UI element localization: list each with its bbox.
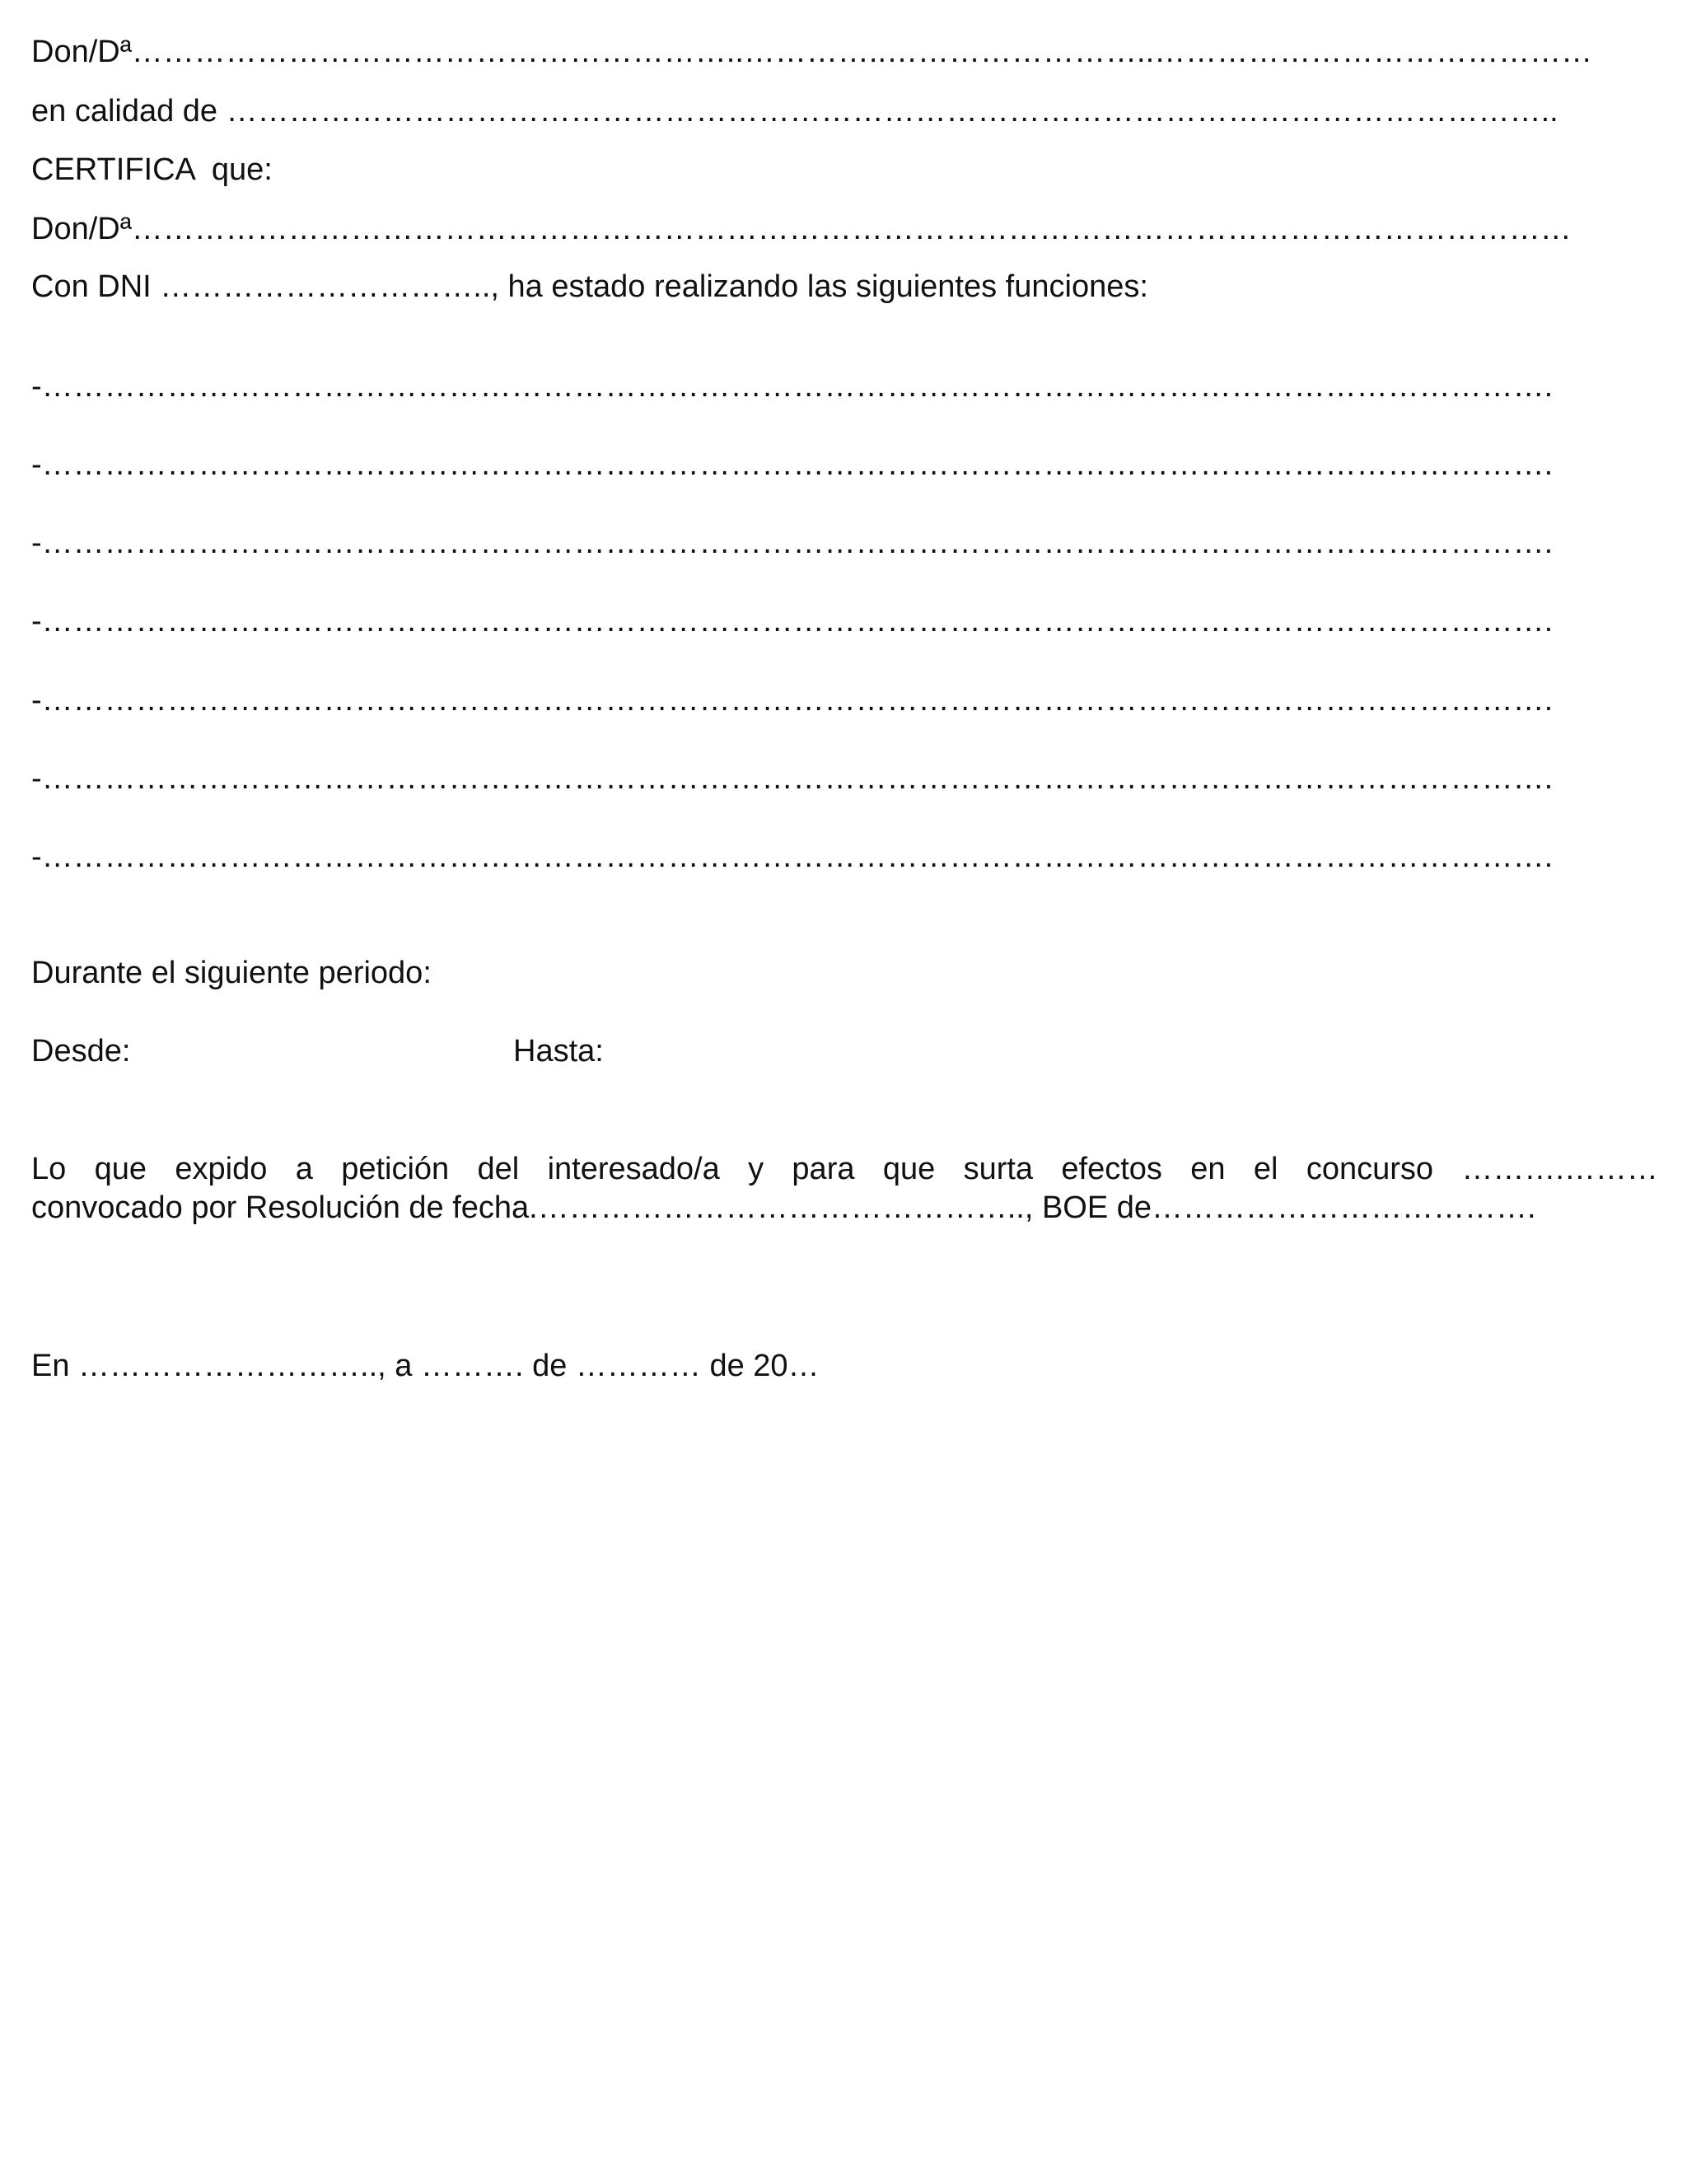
- expido-line-2: convocado por Resolución de fecha.……………………………………….., BOE de……………………………….: [31, 1190, 1536, 1225]
- function-line-7: -……………………………………………………………………………………………………………………………….: [31, 839, 1554, 874]
- field-dni: Con DNI ………………………….., ha estado realizando las siguientes funciones:: [31, 269, 1148, 304]
- function-line-3: -……………………………………………………………………………………………………………………………….: [31, 526, 1554, 560]
- expido-word: que: [882, 1152, 936, 1186]
- place-date-line: En ……………………….., a ………. de ………… de 20…: [31, 1349, 820, 1383]
- function-line-6: -……………………………………………………………………………………………………………………………….: [31, 761, 1554, 796]
- function-line-5: -……………………………………………………………………………………………………………………………….: [31, 683, 1554, 718]
- expido-word: y: [748, 1152, 764, 1186]
- period-intro: Durante el siguiente periodo:: [31, 956, 432, 990]
- expido-word: efectos: [1061, 1152, 1162, 1186]
- expido-word: concurso: [1306, 1152, 1434, 1186]
- expido-word: a: [295, 1152, 313, 1186]
- expido-word: que: [94, 1152, 147, 1186]
- expido-word: para: [792, 1152, 855, 1186]
- expido-word: en: [1190, 1152, 1226, 1186]
- field-don-1: Don/Dª…………………………………………………..…………..……………………..……………………………………: [31, 35, 1593, 69]
- expido-word: del: [477, 1152, 520, 1186]
- expido-word: petición: [341, 1152, 450, 1186]
- certifica-heading: CERTIFICA que:: [31, 152, 273, 187]
- desde-label: Desde:: [31, 1034, 131, 1069]
- expido-word: Lo: [31, 1152, 67, 1186]
- function-line-4: -……………………………………………………………………………………………………………………………….: [31, 604, 1554, 638]
- function-line-2: -……………………………………………………………………………………………………………………………….: [31, 447, 1554, 482]
- field-don-2: Don/Dª…………………………………………………………………………………………………………………………: [31, 212, 1572, 246]
- function-line-1: -……………………………………………………………………………………………………………………………….: [31, 369, 1554, 404]
- hasta-label: Hasta:: [513, 1034, 604, 1069]
- expido-word: surta: [963, 1152, 1034, 1186]
- expido-word: interesado/a: [547, 1152, 720, 1186]
- field-en-calidad-de: en calidad de ………………………………………………………………………………………………………………..: [31, 94, 1558, 129]
- expido-word: el: [1253, 1152, 1278, 1186]
- expido-line-1: [31, 1150, 1658, 1188]
- expido-word: ……….………: [1461, 1152, 1658, 1186]
- expido-word: expido: [175, 1152, 268, 1186]
